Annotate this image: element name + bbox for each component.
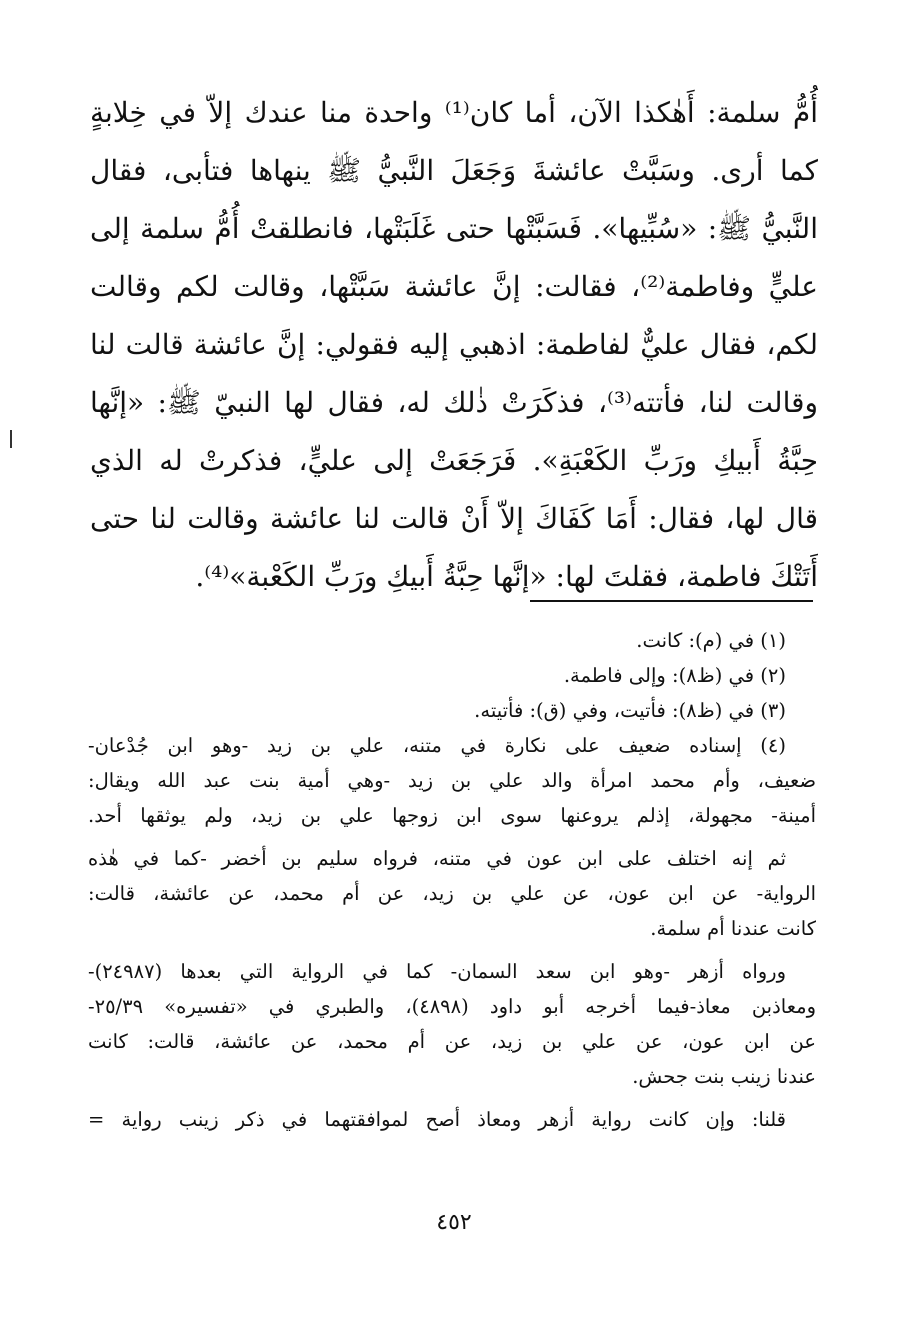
page-number: ٤٥٢	[436, 1210, 472, 1235]
footnote-line: الرواية- عن ابن عون، عن علي بن زيد، عن أم محمد، عن عائشة، قالت:	[88, 882, 816, 905]
main-text-line: أَتَتْكَ فاطمة، فقلتَ لها: «إنَّها حِبَّةُ أَبيكِ ورَبِّ الكَعْبة»⁽⁴⁾.	[195, 560, 818, 593]
footnote-line: أمينة- مجهولة، إذلم يروعنها سوى ابن زوجها علي بن زيد، ولم يوثقها أحد.	[88, 804, 816, 827]
footnote-line: قلنا: وإن كانت رواية أزهر ومعاذ أصح لموافقتهما في ذكر زينب رواية =	[88, 1108, 786, 1131]
footnote-line: ومعاذبن معاذ-فيما أخرجه أبو داود (٤٨٩٨)، والطبري في «تفسيره» ٢٥/٣٩-	[88, 995, 816, 1018]
footnote-line: (٢) في (ظ٨): وإلى فاطمة.	[563, 664, 786, 687]
main-text-block	[90, 84, 818, 606]
main-text-line: وقالت لنا، فأتته⁽³⁾، فذكَرَتْ ذٰلك له، فقال لها النبيّ ﷺ: «إنَّها	[90, 386, 818, 419]
footnote-separator	[530, 600, 813, 602]
footnote-line: (١) في (م): كانت.	[636, 629, 786, 652]
footnotes-block	[88, 623, 816, 1137]
main-text-line: أُمُّ سلمة: أَهٰكذا الآن، أما كان⁽¹⁾ واحدة منا عندك إلاّ في خِلابةٍ	[90, 96, 818, 129]
main-text-line: حِبَّةُ أَبيكِ ورَبِّ الكَعْبَةِ». فَرَجَعَتْ إلى عليٍّ، فذكرتْ له الذي	[90, 444, 818, 477]
footnote-line: (٣) في (ظ٨): فأتيت، وفي (ق): فأتيته.	[474, 699, 786, 722]
main-text-line: لكم، فقال عليٌّ لفاطمة: اذهبي إليه فقولي: إنَّ عائشة قالت لنا	[90, 328, 818, 361]
footnote-line: ورواه أزهر -وهو ابن سعد السمان- كما في الرواية التي بعدها (٢٤٩٨٧)-	[88, 960, 786, 983]
main-text-line: عليٍّ وفاطمة⁽²⁾، فقالت: إنَّ عائشة سَبَّتْها، وقالت لكم وقالت	[90, 270, 818, 303]
margin-mark	[10, 430, 12, 448]
footnote-line: (٤) إسناده ضعيف على نكارة في متنه، علي بن زيد -وهو ابن جُدْعان-	[88, 734, 786, 757]
footnote-line: عندنا زينب بنت جحش.	[632, 1065, 816, 1088]
footnote-line: كانت عندنا أم سلمة.	[650, 917, 816, 940]
main-text-line: كما أرى. وسَبَّتْ عائشةَ وَجَعَلَ النَّبيُّ ﷺ ينهاها فتأبى، فقال	[90, 154, 818, 187]
footnote-line: عن ابن عون، عن علي بن زيد، عن أم محمد، عن عائشة، قالت: كانت	[88, 1030, 816, 1053]
footnote-line: ثم إنه اختلف على ابن عون في متنه، فرواه سليم بن أخضر -كما في هٰذه	[88, 847, 786, 870]
main-text-line: قال لها، فقال: أَمَا كَفَاكَ إلاّ أَنْ قالت لنا عائشة وقالت لنا حتى	[90, 502, 818, 535]
main-text-line: النَّبيُّ ﷺ: «سُبِّيها». فَسَبَّتْها حتى غَلَبَتْها، فانطلقتْ أُمُّ سلمة إلى	[90, 212, 818, 245]
footnote-line: ضعيف، وأم محمد امرأة والد علي بن زيد -وهي أمية بنت عبد الله ويقال:	[88, 769, 816, 792]
